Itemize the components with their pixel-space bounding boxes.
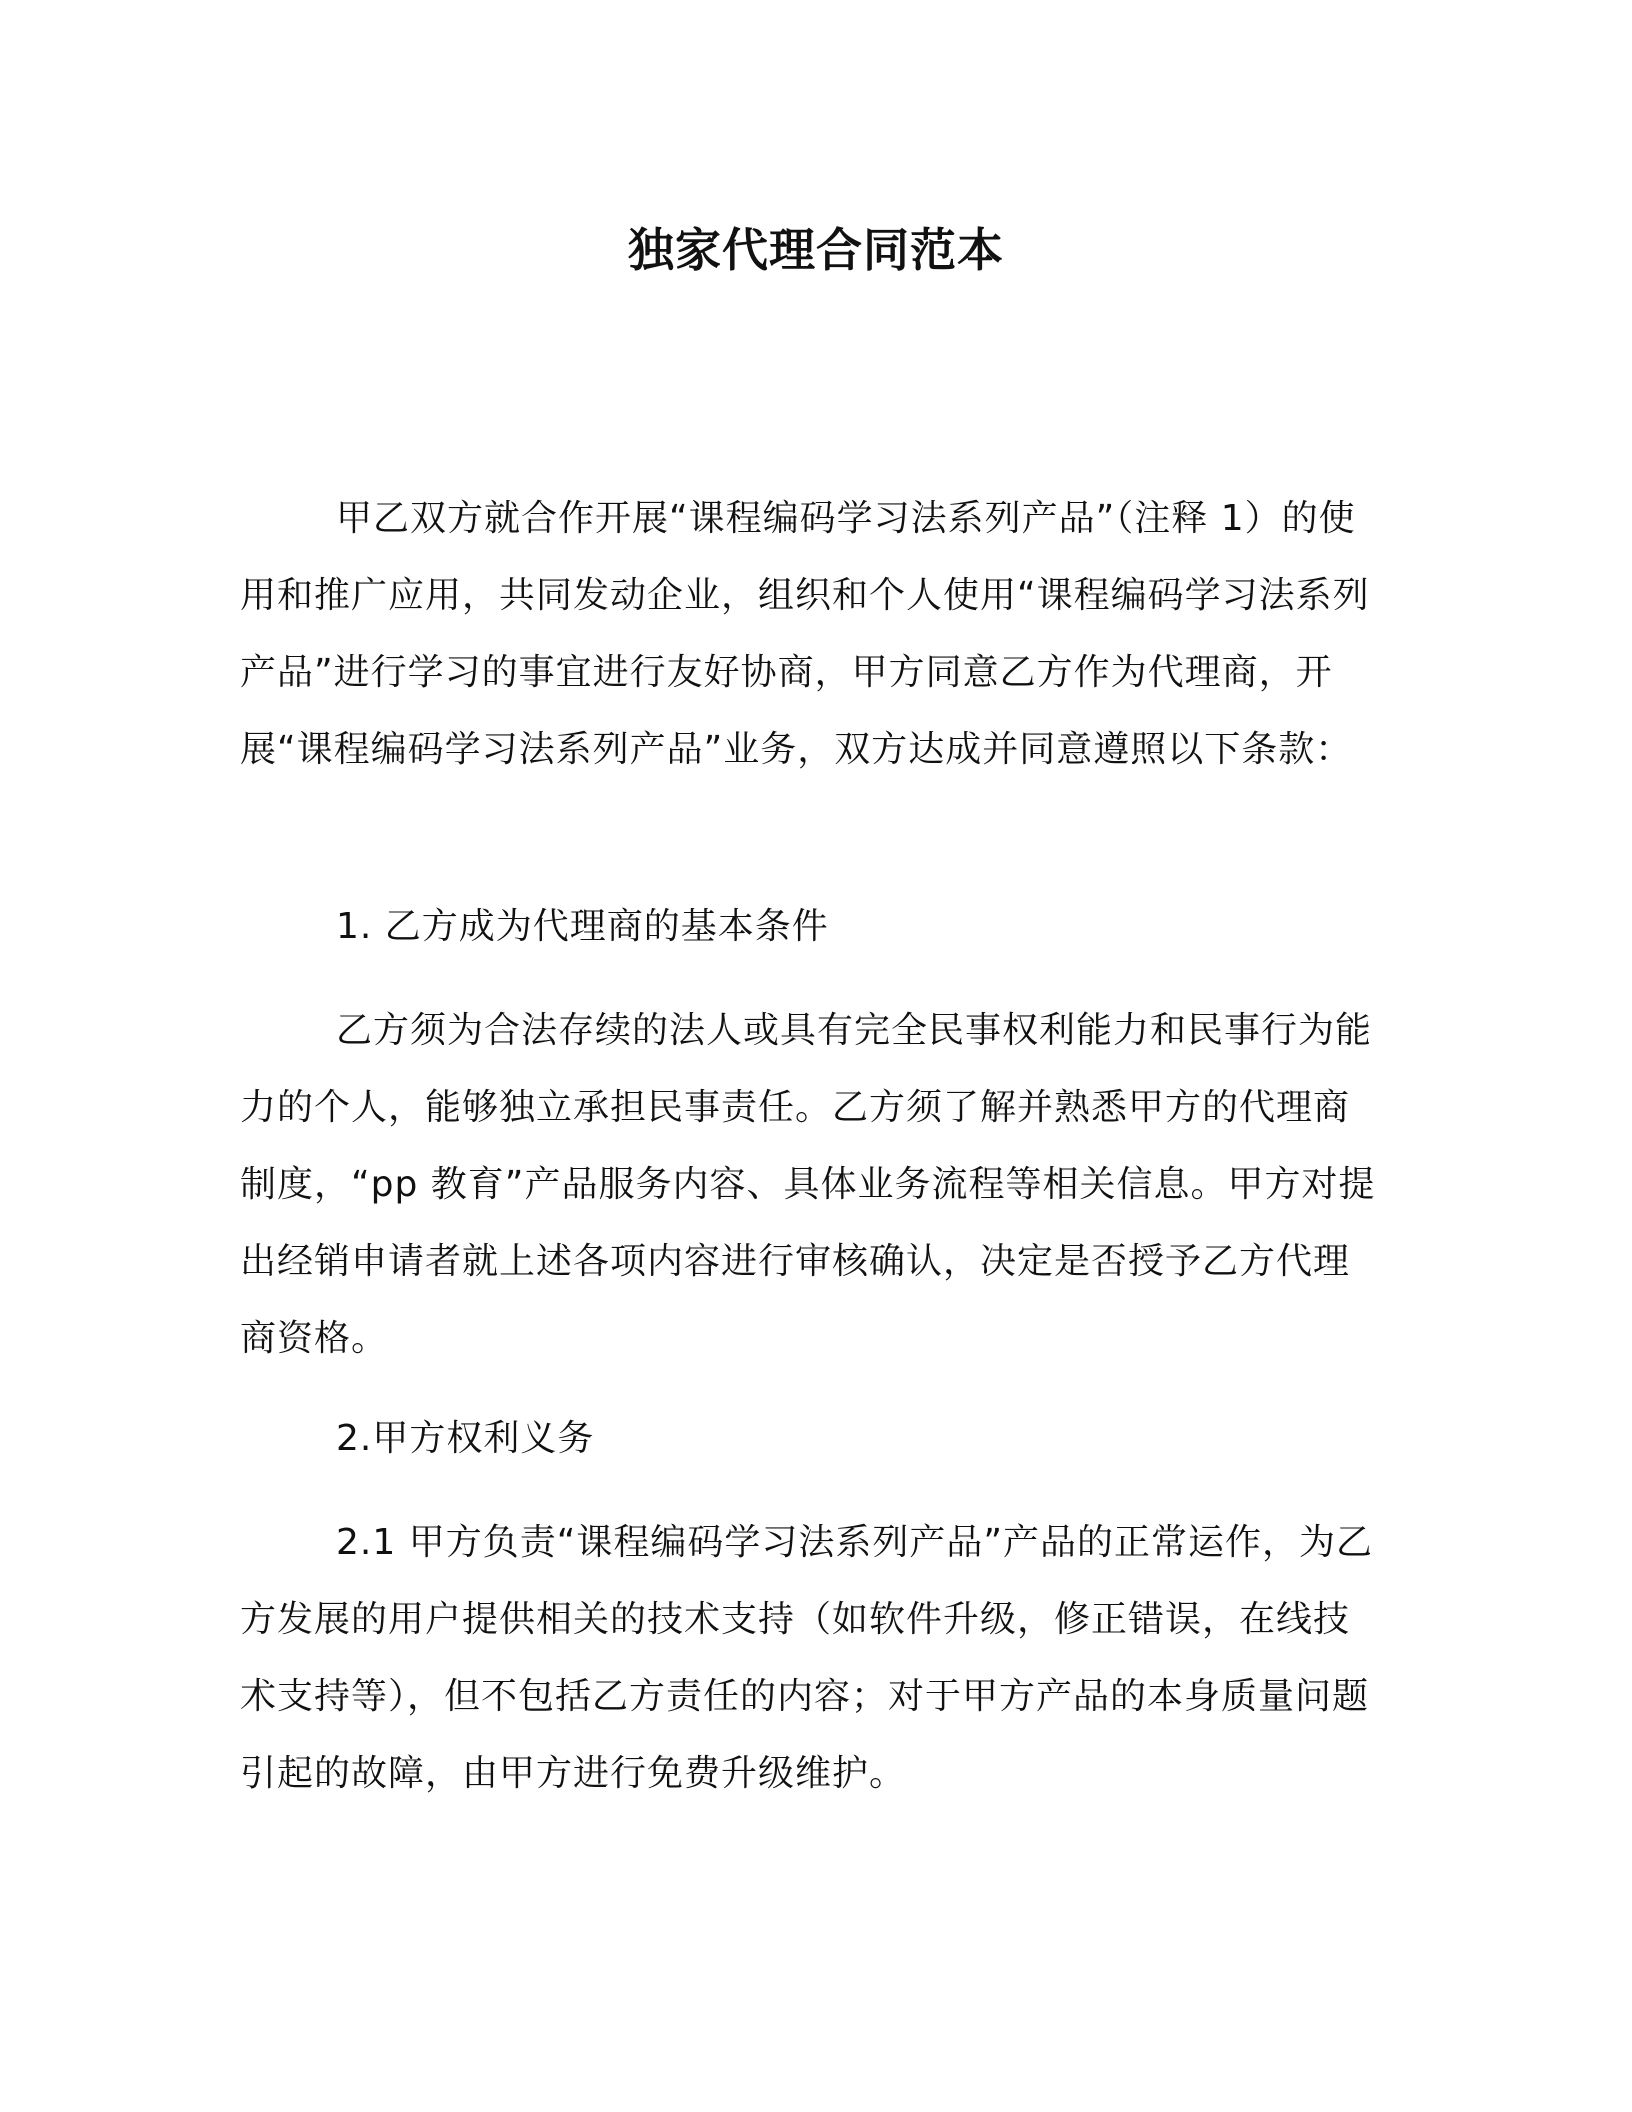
- section-2-1-paragraph: 2.1 甲方负责“课程编码学习法系列产品”产品的正常运作，为乙方发展的用户提供相关的技术支持（如软件升级，修正错误，在线技术支持等），但不包括乙方责任的内容；对于甲方产品的本身质量问题引起的故障，由甲方进行免费升级维护。: [240, 1522, 1373, 1794]
- section-1-heading: 1. 乙方成为代理商的基本条件: [336, 906, 829, 947]
- document-title: 独家代理合同范本: [628, 223, 1004, 277]
- section-1-paragraph: 乙方须为合法存续的法人或具有完全民事权利能力和民事行为能力的个人，能够独立承担民事责任。乙方须了解并熟悉甲方的代理商制度，“pp 教育”产品服务内容、具体业务流程等相关信息。甲方对提出经销申请者就上述各项内容进行审核确认，决定是否授予乙方代理商资格。: [240, 1010, 1376, 1359]
- section-2-heading: 2.甲方权利义务: [336, 1418, 595, 1459]
- intro-paragraph: 甲乙双方就合作开展“课程编码学习法系列产品”（注释 1）的使用和推广应用，共同发动企业，组织和个人使用“课程编码学习法系列产品”进行学习的事宜进行友好协商，甲方同意乙方作为代理商，开展“课程编码学习法系列产品”业务，双方达成并同意遵照以下条款：: [240, 498, 1370, 770]
